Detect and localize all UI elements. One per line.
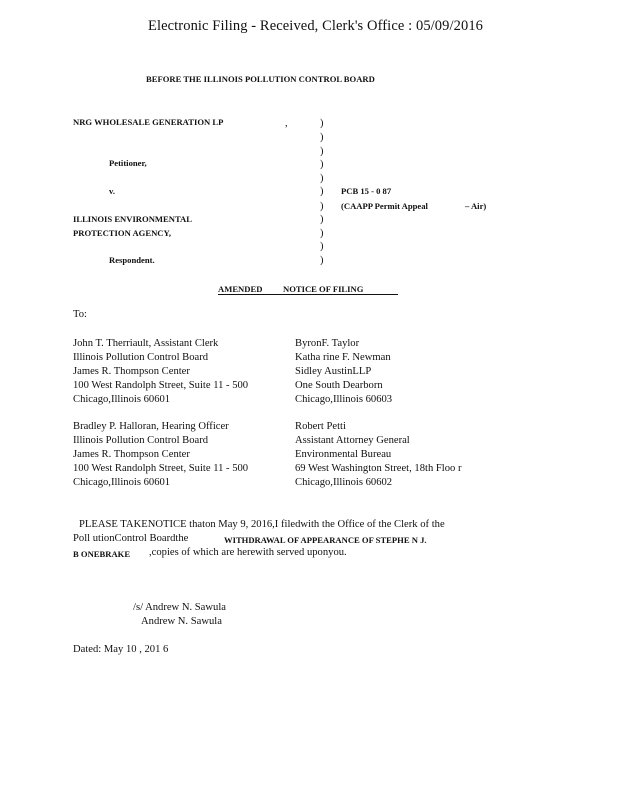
- recipient-line: Robert Petti: [295, 421, 346, 432]
- versus-label: v.: [109, 186, 115, 196]
- caption-parenthesis: ): [320, 214, 324, 225]
- caption-parenthesis: ): [320, 201, 324, 212]
- recipient-line: Environmental Bureau: [295, 449, 392, 460]
- respondent-name-line-2: PROTECTION AGENCY,: [73, 228, 172, 238]
- notice-title-amended: AMENDED: [218, 284, 266, 294]
- recipient-line: Assistant Attorney General: [295, 435, 410, 446]
- recipient-block-therriault: [73, 337, 248, 407]
- recipient-line: Katha rine F. Newman: [295, 352, 391, 363]
- notice-body-line-3: ,copies of which are herewith served uponyou.: [149, 547, 347, 558]
- signer-name: Andrew N. Sawula: [141, 616, 222, 627]
- recipient-block-halloran: [73, 420, 248, 490]
- respondent-role: Respondent.: [109, 255, 155, 265]
- caption-parenthesis: ): [320, 186, 324, 197]
- recipient-line: Chicago,Illinois 60602: [295, 477, 393, 488]
- petitioner-role: Petitioner,: [109, 158, 147, 168]
- recipient-line: ByronF. Taylor: [295, 338, 360, 349]
- caption-parenthesis: ): [320, 255, 324, 266]
- notice-body-document-title-cont: B ONEBRAKE: [73, 549, 131, 559]
- caption-parenthesis: ): [320, 173, 324, 184]
- recipient-block-petti: [295, 420, 462, 490]
- to-label: To:: [73, 309, 87, 320]
- electronic-signature: /s/ Andrew N. Sawula: [133, 602, 226, 613]
- recipient-line: Chicago,Illinois 60601: [73, 394, 171, 405]
- recipient-line: 69 West Washington Street, 18th Floo r: [295, 463, 462, 474]
- recipient-line: Illinois Pollution Control Board: [73, 352, 209, 363]
- notice-title-main: NOTICE OF FILING: [258, 284, 398, 295]
- respondent-name-line-1: ILLINOIS ENVIRONMENTAL: [73, 214, 192, 224]
- recipient-line: Chicago,Illinois 60601: [73, 477, 171, 488]
- recipient-line: James R. Thompson Center: [73, 366, 190, 377]
- recipient-line: Sidley AustinLLP: [295, 366, 372, 377]
- recipient-line: James R. Thompson Center: [73, 449, 190, 460]
- recipient-line: Illinois Pollution Control Board: [73, 435, 209, 446]
- recipient-line: One South Dearborn: [295, 380, 383, 391]
- notice-body-line-2: Poll utionControl Boardthe: [73, 533, 189, 544]
- board-title: BEFORE THE ILLINOIS POLLUTION CONTROL BOARD: [146, 74, 375, 84]
- caption-parenthesis: ): [320, 228, 324, 239]
- caption-parenthesis: ): [320, 146, 324, 157]
- petitioner-comma: ,: [285, 118, 288, 129]
- recipient-line: John T. Therriault, Assistant Clerk: [73, 338, 219, 349]
- filing-stamp-header: Electronic Filing - Received, Clerk's Office : 05/09/2016: [148, 18, 484, 34]
- recipient-line: Chicago,Illinois 60603: [295, 394, 393, 405]
- caption-parenthesis: ): [320, 159, 324, 170]
- recipient-line: Bradley P. Halloran, Hearing Officer: [73, 421, 229, 432]
- case-type-suffix: – Air): [465, 201, 487, 211]
- dated-line: Dated: May 10 , 201 6: [73, 644, 169, 655]
- caption-parenthesis: ): [320, 132, 324, 143]
- caption-parenthesis: ): [320, 241, 324, 252]
- petitioner-name: NRG WHOLESALE GENERATION LP: [73, 117, 224, 127]
- notice-body-line-1: PLEASE TAKENOTICE thaton May 9, 2016,I filedwith the Office of the Clerk of the: [79, 519, 445, 530]
- case-type: (CAAPP Permit Appeal: [341, 201, 428, 211]
- recipient-line: 100 West Randolph Street, Suite 11 - 500: [73, 380, 249, 391]
- recipient-line: 100 West Randolph Street, Suite 11 - 500: [73, 463, 249, 474]
- case-number: PCB 15 - 0 87: [341, 186, 392, 196]
- notice-body-document-title: WITHDRAWAL OF APPEARANCE OF STEPHE N J.: [224, 535, 427, 545]
- caption-parenthesis: ): [320, 118, 324, 129]
- recipient-block-taylor: [295, 337, 392, 407]
